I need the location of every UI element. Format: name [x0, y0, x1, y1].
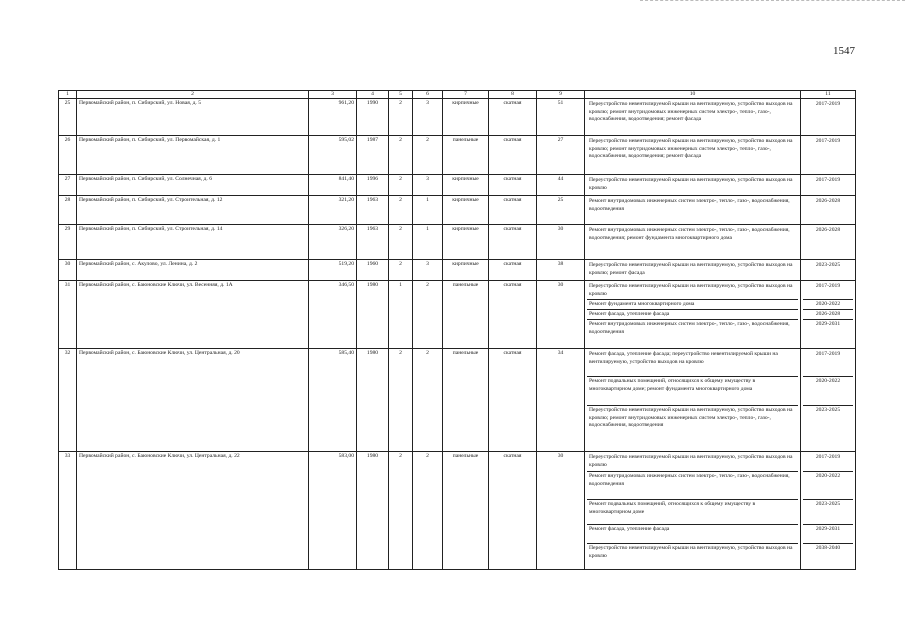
column-header: 7 [443, 91, 489, 99]
area-cell: 326,20 [309, 225, 357, 260]
work-period: 2026-2028 [803, 310, 853, 320]
works-cell [585, 260, 801, 281]
apartments-cell: 25 [537, 196, 585, 225]
table-row [59, 99, 856, 136]
address-cell: Первомайский район, п. Сибирский, ул. Новая, д. 5 [77, 99, 309, 136]
work-period: 2026-2028 [815, 198, 841, 205]
row-number: 27 [59, 175, 77, 196]
address-cell: Первомайский район, с. Баюновские Ключи, ул. Центральная, д. 20 [77, 349, 309, 452]
year-cell: 1987 [357, 136, 389, 175]
floors-cell: 2 [389, 175, 413, 196]
periods-cell [801, 281, 856, 349]
entrances-cell: 1 [413, 225, 443, 260]
work-item: Переустройство невентилируемой крыши на вентилируемую, устройство выходов на кровлю; ремонт внутридомовых инженерных систем электро-, тепло-, газо-, водоснабжения, водоотведения [589, 407, 793, 428]
works-cell [585, 99, 801, 136]
entrances-cell: 3 [413, 260, 443, 281]
year-cell: 1980 [357, 349, 389, 452]
floors-cell: 2 [389, 452, 413, 570]
column-header: 9 [537, 91, 585, 99]
periods-cell [801, 196, 856, 225]
work-item: Переустройство невентилируемой крыши на вентилируемую, устройство выходов на кровлю [589, 545, 793, 559]
periods-cell [801, 175, 856, 196]
housing-registry-table [58, 90, 856, 570]
work-period: 2026-2028 [815, 227, 841, 234]
work-item: Ремонт фундамента многоквартирного дома [587, 300, 798, 310]
column-header: 6 [413, 91, 443, 99]
work-item: Переустройство невентилируемой крыши на вентилируемую, устройство выходов на кровлю; ремонт внутридомовых инженерных систем электро-, тепло-, газо-, водоснабжения, водоотведения; ремонт фасада [589, 138, 793, 159]
work-item: Ремонт подвальных помещений, относящихся к общему имуществу в многоквартирном доме [587, 500, 798, 525]
address-cell: Первомайский район, п. Сибирский, ул. Строительная, д. 12 [77, 196, 309, 225]
roof-type-cell: скатная [489, 349, 537, 452]
apartments-cell: 34 [537, 349, 585, 452]
year-cell: 1963 [357, 196, 389, 225]
works-cell [585, 196, 801, 225]
address-cell: Первомайский район, с. Акулово, ул. Ленина, д. 2 [77, 260, 309, 281]
area-cell: 595,02 [309, 136, 357, 175]
apartments-cell: 51 [537, 99, 585, 136]
address-cell: Первомайский район, п. Сибирский, ул. Первомайская, д. 1 [77, 136, 309, 175]
work-item: Переустройство невентилируемой крыши на вентилируемую, устройство выходов на кровлю; ремонт фасада [589, 262, 793, 276]
entrances-cell: 2 [413, 452, 443, 570]
work-period: 2017-2019 [815, 101, 841, 108]
entrances-cell: 2 [413, 281, 443, 349]
address-cell: Первомайский район, с. Баюновские Ключи, ул. Центральная, д. 22 [77, 452, 309, 570]
table-row [59, 260, 856, 281]
apartments-cell: 38 [537, 260, 585, 281]
entrances-cell: 1 [413, 196, 443, 225]
work-period: 2017-2019 [803, 453, 853, 472]
work-item: Ремонт внутридомовых инженерных систем электро-, тепло-, газо-, водоснабжения, водоотведения [589, 321, 790, 335]
column-header: 5 [389, 91, 413, 99]
work-item: Переустройство невентилируемой крыши на вентилируемую, устройство выходов на кровлю; ремонт внутридомовых инженерных систем электро-, тепло-, газо-, водоснабжения, водоотведения; ремонт фасада [589, 101, 793, 122]
entrances-cell: 2 [413, 136, 443, 175]
work-period: 2029-2031 [815, 321, 841, 328]
floors-cell: 2 [389, 225, 413, 260]
work-item: Ремонт подвальных помещений, относящихся к общему имуществу в многоквартирном доме; ремонт фундамента многоквартирного дома [587, 377, 798, 406]
work-period: 2017-2019 [803, 282, 853, 300]
work-item: Ремонт фасада, утепление фасада; переустройство невентилируемой крыши на вентилируемую, устройство выходов на кровлю [587, 350, 798, 377]
roof-type-cell: скатная [489, 225, 537, 260]
walls-material-cell: кирпичные [443, 260, 489, 281]
work-period: 2023-2025 [803, 500, 853, 525]
roof-type-cell: скатная [489, 281, 537, 349]
periods-cell [801, 260, 856, 281]
address-cell: Первомайский район, п. Сибирский, ул. Строительная, д. 14 [77, 225, 309, 260]
works-cell [585, 452, 801, 570]
floors-cell: 2 [389, 260, 413, 281]
floors-cell: 2 [389, 196, 413, 225]
periods-cell [801, 349, 856, 452]
row-number: 25 [59, 99, 77, 136]
works-cell [585, 349, 801, 452]
walls-material-cell: кирпичные [443, 196, 489, 225]
work-item: Ремонт внутридомовых инженерных систем электро-, тепло-, газо-, водоснабжения, водоотведения [587, 472, 798, 500]
roof-type-cell: скатная [489, 196, 537, 225]
works-cell [585, 281, 801, 349]
address-cell: Первомайский район, п. Сибирский, ул. Солнечная, д. 6 [77, 175, 309, 196]
table-row [59, 136, 856, 175]
year-cell: 1980 [357, 452, 389, 570]
work-item: Ремонт фасада, утепление фасада [587, 310, 798, 320]
column-header: 11 [801, 91, 856, 99]
apartments-cell: 27 [537, 136, 585, 175]
roof-type-cell: скатная [489, 136, 537, 175]
apartments-cell: 30 [537, 225, 585, 260]
periods-cell [801, 99, 856, 136]
row-number: 30 [59, 260, 77, 281]
year-cell: 1963 [357, 225, 389, 260]
column-header: 2 [77, 91, 309, 99]
work-period: 2023-2025 [815, 407, 841, 414]
work-period: 2017-2019 [815, 177, 841, 184]
walls-material-cell: панельные [443, 349, 489, 452]
walls-material-cell: панельные [443, 281, 489, 349]
work-item: Переустройство невентилируемой крыши на вентилируемую, устройство выходов на кровлю [587, 453, 798, 472]
walls-material-cell: панельные [443, 452, 489, 570]
entrances-cell: 2 [413, 349, 443, 452]
apartments-cell: 44 [537, 175, 585, 196]
row-number: 31 [59, 281, 77, 349]
work-item: Переустройство невентилируемой крыши на вентилируемую, устройство выходов на кровлю [589, 177, 793, 191]
row-number: 33 [59, 452, 77, 570]
apartments-cell: 30 [537, 452, 585, 570]
column-header: 8 [489, 91, 537, 99]
area-cell: 321,20 [309, 196, 357, 225]
year-cell: 1960 [357, 260, 389, 281]
work-period: 2020-2022 [803, 472, 853, 500]
area-cell: 583,00 [309, 452, 357, 570]
work-period: 2020-2022 [803, 300, 853, 310]
page-number: 1547 [833, 45, 855, 57]
work-period: 2017-2019 [815, 138, 841, 145]
work-period: 2038-2040 [815, 545, 841, 552]
table-row [59, 281, 856, 349]
table-row [59, 225, 856, 260]
area-cell: 346,50 [309, 281, 357, 349]
row-number: 32 [59, 349, 77, 452]
area-cell: 585,40 [309, 349, 357, 452]
periods-cell [801, 452, 856, 570]
work-item: Ремонт внутридомовых инженерных систем электро-, тепло-, газо-, водоснабжения, водоотведения; ремонт фундамента многоквартирного дома [589, 227, 790, 241]
column-header: 4 [357, 91, 389, 99]
works-cell [585, 175, 801, 196]
roof-type-cell: скатная [489, 99, 537, 136]
periods-cell [801, 136, 856, 175]
header-row [59, 91, 856, 99]
roof-type-cell: скатная [489, 175, 537, 196]
floors-cell: 1 [389, 281, 413, 349]
periods-cell [801, 225, 856, 260]
works-cell [585, 136, 801, 175]
table-row [59, 196, 856, 225]
row-number: 29 [59, 225, 77, 260]
roof-type-cell: скатная [489, 260, 537, 281]
column-header: 1 [59, 91, 77, 99]
address-cell: Первомайский район, с. Баюновские Ключи, ул. Весенняя, д. 1А [77, 281, 309, 349]
entrances-cell: 3 [413, 175, 443, 196]
work-period: 2023-2025 [815, 262, 841, 269]
apartments-cell: 30 [537, 281, 585, 349]
work-item: Ремонт фасада, утепление фасада [587, 525, 798, 544]
year-cell: 1990 [357, 99, 389, 136]
area-cell: 519,20 [309, 260, 357, 281]
walls-material-cell: кирпичные [443, 99, 489, 136]
column-header: 3 [309, 91, 357, 99]
row-number: 26 [59, 136, 77, 175]
floors-cell: 2 [389, 136, 413, 175]
column-header: 10 [585, 91, 801, 99]
work-period: 2029-2031 [803, 525, 853, 544]
table-body [59, 99, 856, 570]
table-row [59, 175, 856, 196]
scan-header-marks [640, 0, 905, 3]
year-cell: 1996 [357, 175, 389, 196]
walls-material-cell: панельные [443, 136, 489, 175]
work-period: 2020-2022 [803, 377, 853, 406]
work-period: 2017-2019 [803, 350, 853, 377]
table-row [59, 349, 856, 452]
table-row [59, 452, 856, 570]
area-cell: 841,40 [309, 175, 357, 196]
row-number: 28 [59, 196, 77, 225]
floors-cell: 2 [389, 99, 413, 136]
walls-material-cell: кирпичные [443, 225, 489, 260]
roof-type-cell: скатная [489, 452, 537, 570]
work-item: Переустройство невентилируемой крыши на вентилируемую, устройство выходов на кровлю [587, 282, 798, 300]
area-cell: 961,20 [309, 99, 357, 136]
works-cell [585, 225, 801, 260]
year-cell: 1980 [357, 281, 389, 349]
floors-cell: 2 [389, 349, 413, 452]
walls-material-cell: кирпичные [443, 175, 489, 196]
work-item: Ремонт внутридомовых инженерных систем электро-, тепло-, газо-, водоснабжения, водоотведения [589, 198, 790, 212]
entrances-cell: 3 [413, 99, 443, 136]
